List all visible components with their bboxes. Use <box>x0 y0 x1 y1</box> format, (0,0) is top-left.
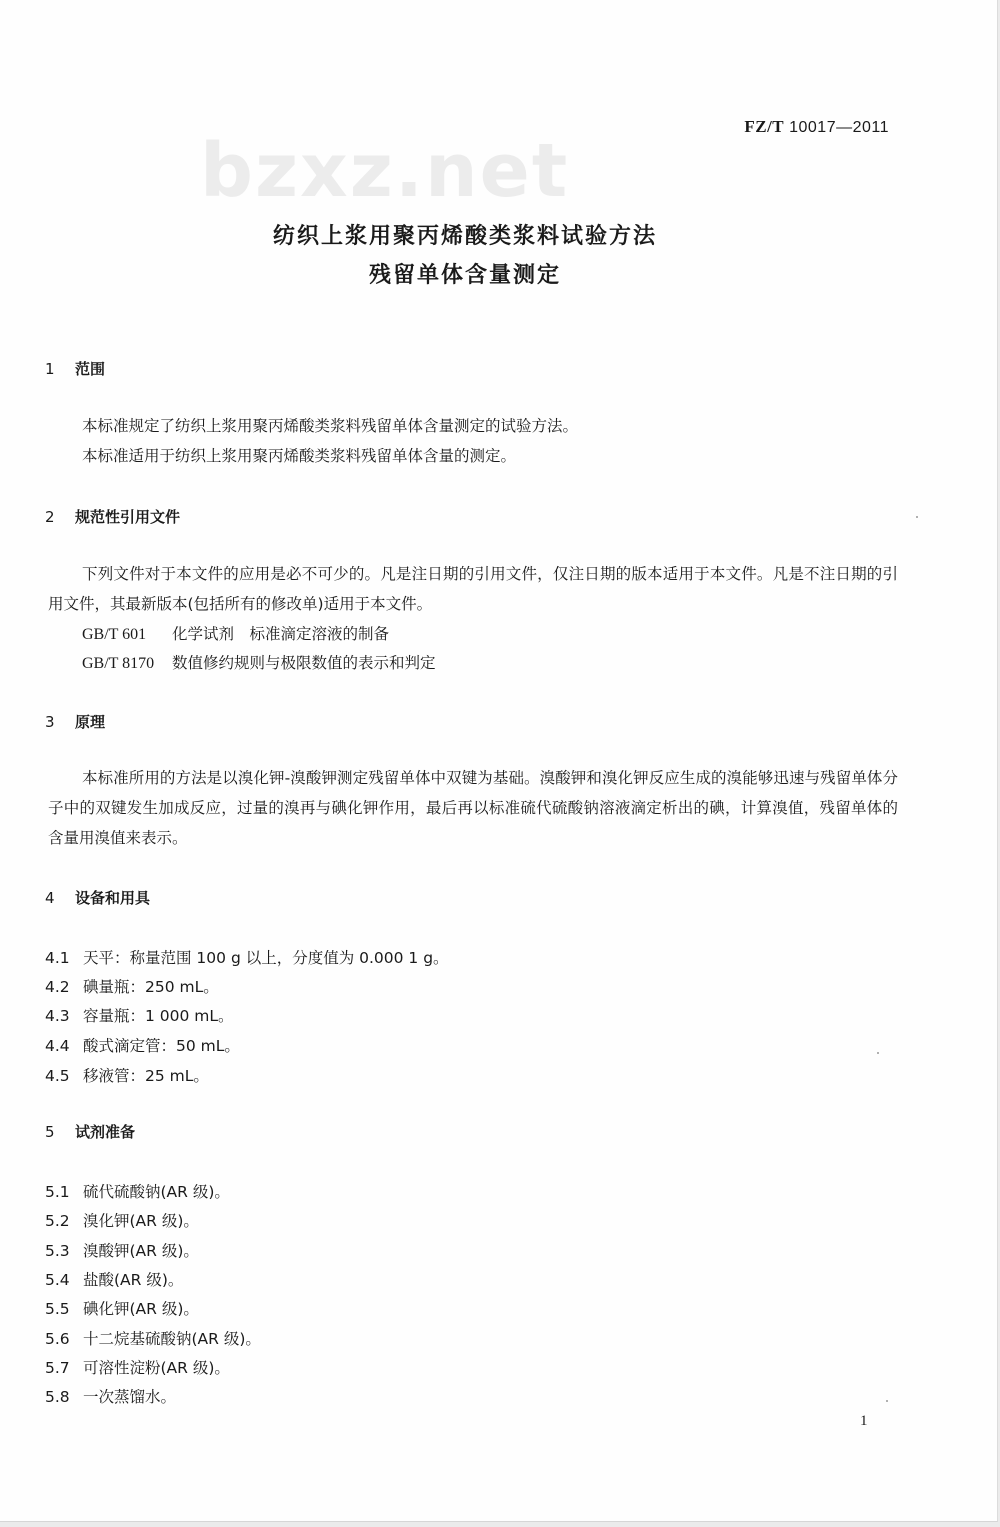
section-heading-apparatus: 4 设备和用具 <box>45 889 151 907</box>
reagent-item: 5.6 十二烷基硫酸钠(AR 级)。 <box>45 1330 261 1348</box>
section-heading-principle: 3 原理 <box>45 713 106 731</box>
scan-speck <box>886 1400 888 1402</box>
watermark: bzxz.net <box>200 128 570 214</box>
apparatus-item: 4.5 移液管：25 mL。 <box>45 1067 209 1085</box>
reagent-item: 5.4 盐酸(AR 级)。 <box>45 1271 184 1289</box>
standard-number: 10017—2011 <box>789 119 889 136</box>
apparatus-item: 4.1 天平：称量范围 100 g 以上，分度值为 0.000 1 g。 <box>45 949 449 967</box>
reagent-item: 5.8 一次蒸馏水。 <box>45 1388 177 1406</box>
standard-prefix: FZ/T <box>744 117 785 136</box>
reagent-item: 5.2 溴化钾(AR 级)。 <box>45 1212 199 1230</box>
reagent-item: 5.7 可溶性淀粉(AR 级)。 <box>45 1359 230 1377</box>
reagent-item: 5.3 溴酸钾(AR 级)。 <box>45 1242 199 1260</box>
reference-item: GB/T 601 化学试剂 标准滴定溶液的制备 <box>82 625 390 643</box>
principle-paragraph: 本标准所用的方法是以溴化钾-溴酸钾测定残留单体中双键为基础。溴酸钾和溴化钾反应生成的溴能够迅速与残留单体分子中的双键发生加成反应，过量的溴再与碘化钾作用，最后再以标准硫代硫酸钠溶液滴定析出的碘，计算溴值，残留单体的含量用溴值来表示。 <box>48 769 898 847</box>
page-number: 1 <box>860 1413 868 1429</box>
section-heading-reagents: 5 试剂准备 <box>45 1123 136 1141</box>
scan-speck <box>877 1052 879 1054</box>
section-heading-normative-references: 2 规范性引用文件 <box>45 508 181 526</box>
reagent-item: 5.1 硫代硫酸钠(AR 级)。 <box>45 1183 230 1201</box>
references-paragraph: 下列文件对于本文件的应用是必不可少的。凡是注日期的引用文件，仅注日期的版本适用于本文件。凡是不注日期的引用文件，其最新版本(包括所有的修改单)适用于本文件。 <box>48 565 898 613</box>
apparatus-item: 4.2 碘量瓶：250 mL。 <box>45 978 219 996</box>
reference-item: GB/T 8170 数值修约规则与极限数值的表示和判定 <box>82 654 436 672</box>
document-title: 纺织上浆用聚丙烯酸类浆料试验方法 <box>272 224 657 249</box>
scan-speck <box>916 516 918 518</box>
scope-paragraph-1: 本标准规定了纺织上浆用聚丙烯酸类浆料残留单体含量测定的试验方法。 <box>82 417 579 435</box>
section-heading-scope: 1 范围 <box>45 360 106 378</box>
apparatus-item: 4.4 酸式滴定管：50 mL。 <box>45 1037 240 1055</box>
standard-code <box>744 117 889 137</box>
apparatus-item: 4.3 容量瓶：1 000 mL。 <box>45 1007 234 1025</box>
reagent-item: 5.5 碘化钾(AR 级)。 <box>45 1300 199 1318</box>
scope-paragraph-2: 本标准适用于纺织上浆用聚丙烯酸类浆料残留单体含量的测定。 <box>82 447 517 465</box>
document-subtitle: 残留单体含量测定 <box>368 263 561 288</box>
